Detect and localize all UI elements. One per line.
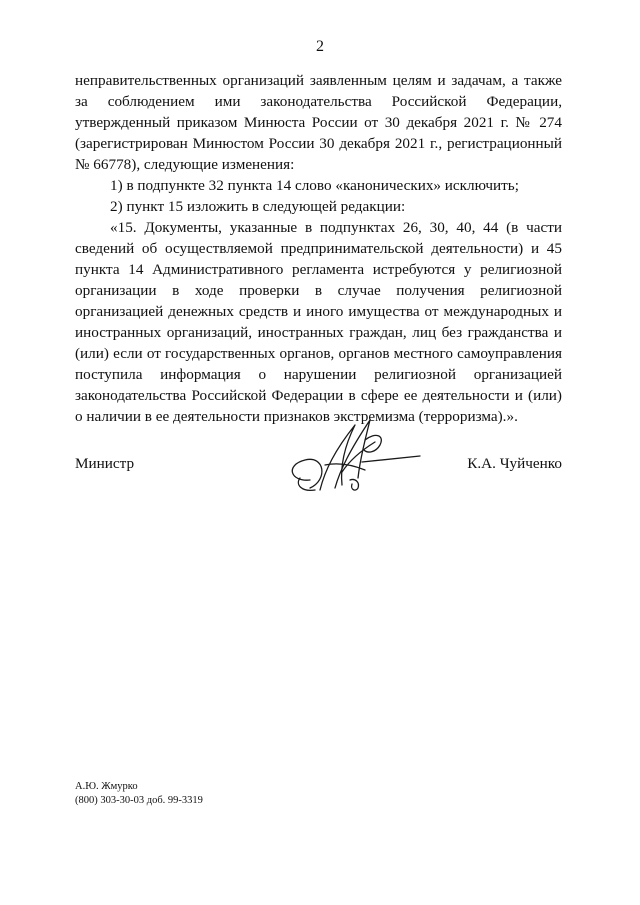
handwritten-signature xyxy=(280,410,430,510)
minister-title: Министр xyxy=(75,455,135,472)
paragraph-item-15: «15. Документы, указанные в подпунктах 26, 30, 40, 44 (в части сведений об осуществляемой предпринимательской деятельности) и 45 пункта 14 Административного регламента истребуются у религиозной организации в ходе проверки в случае получения религиозной организацией денежных средств и иного имущества от международных и иностранных организаций, иностранных граждан, лиц без гражданства и (или) если от государственных органов, органов местного самоуправления поступила информация о нарушении религиозной организацией законодательства Российской Федерации в сфере ее деятельности и (или) о наличии в ее деятельности признаков экстремизма (терроризма).». xyxy=(75,219,562,425)
executor-phone: (800) 303-30-03 доб. 99-3319 xyxy=(75,795,203,806)
paragraph-item-2: 2) пункт 15 изложить в следующей редакции: xyxy=(110,198,406,215)
page-number: 2 xyxy=(316,38,324,55)
document-body xyxy=(75,70,562,427)
contact-block xyxy=(75,780,203,808)
paragraph-item-1: 1) в подпункте 32 пункта 14 слово «канонических» исключить; xyxy=(110,177,519,194)
paragraph-intro: неправительственных организаций заявленным целям и задачам, а также за соблюдением ими законодательства Российской Федерации, утвержденный приказом Минюста России от 30 декабря 2021 г. № 274 (зарегистрирован Минюстом России 30 декабря 2021 г., регистрационный № 66778), следующие изменения: xyxy=(75,72,562,173)
minister-name: К.А. Чуйченко xyxy=(467,455,562,472)
executor-name: А.Ю. Жмурко xyxy=(75,781,138,792)
